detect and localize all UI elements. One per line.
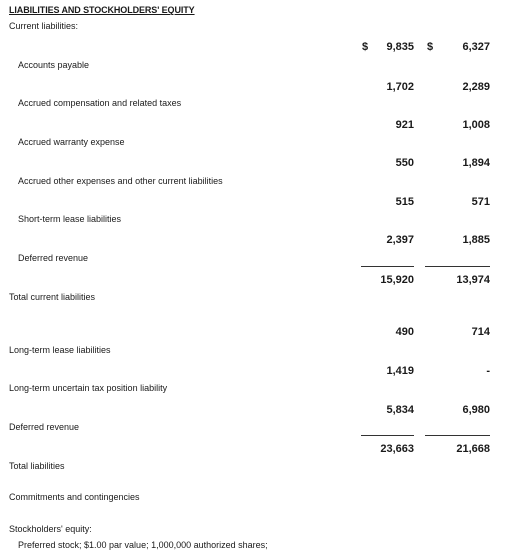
value-long-term-lease-col1: 490 (395, 326, 414, 338)
row-label-short-term-lease: Short-term lease liabilities (18, 214, 122, 224)
row-label-total-current-liabilities: Total current liabilities (9, 292, 96, 302)
value-long-term-tax-col2: - (486, 365, 490, 377)
value-total-liabilities-col2: 21,668 (456, 443, 490, 455)
row-label-accrued-warranty: Accrued warranty expense (18, 137, 125, 147)
row-label-total-liabilities: Total liabilities (9, 461, 65, 471)
currency-symbol-col1: $ (362, 41, 369, 53)
value-total-current-liabilities-col1: 15,920 (380, 274, 414, 286)
value-deferred-revenue-current-col1: 2,397 (386, 234, 414, 246)
subtotal-rule-current-col1 (361, 266, 414, 267)
value-accrued-other-col2: 1,894 (462, 157, 490, 169)
value-accrued-warranty-col2: 1,008 (462, 119, 490, 131)
value-long-term-tax-col1: 1,419 (386, 365, 414, 377)
row-label-deferred-revenue-current: Deferred revenue (18, 253, 89, 263)
subtotal-rule-total-col2 (425, 435, 490, 436)
preferred-stock-label: Preferred stock; $1.00 par value; 1,000,000 authorized shares; (18, 540, 268, 550)
value-deferred-revenue-current-col2: 1,885 (462, 234, 490, 246)
row-label-long-term-tax: Long-term uncertain tax position liability (9, 383, 168, 393)
value-total-liabilities-col1: 23,663 (380, 443, 414, 455)
commitments-label: Commitments and contingencies (9, 492, 140, 502)
currency-symbol-col2: $ (427, 41, 434, 53)
value-accrued-warranty-col1: 921 (395, 119, 414, 131)
value-short-term-lease-col2: 571 (471, 196, 490, 208)
value-total-current-liabilities-col2: 13,974 (456, 274, 490, 286)
value-accrued-compensation-col2: 2,289 (462, 81, 490, 93)
row-label-long-term-lease: Long-term lease liabilities (9, 345, 111, 355)
row-label-accounts-payable: Accounts payable (18, 60, 90, 70)
value-accounts-payable-col1: 9,835 (386, 41, 414, 53)
row-label-accrued-other: Accrued other expenses and other current liabilities (18, 176, 223, 186)
row-label-accrued-compensation: Accrued compensation and related taxes (18, 98, 182, 108)
value-long-term-lease-col2: 714 (471, 326, 490, 338)
section-heading: LIABILITIES AND STOCKHOLDERS' EQUITY (9, 5, 195, 15)
subtotal-rule-total-col1 (361, 435, 414, 436)
subtotal-rule-current-col2 (425, 266, 490, 267)
value-deferred-revenue-long-term-col2: 6,980 (462, 404, 490, 416)
value-accrued-other-col1: 550 (395, 157, 414, 169)
value-accrued-compensation-col1: 1,702 (386, 81, 414, 93)
row-label-deferred-revenue-long-term: Deferred revenue (9, 422, 80, 432)
value-deferred-revenue-long-term-col1: 5,834 (386, 404, 414, 416)
current-liabilities-label: Current liabilities: (9, 21, 79, 31)
value-accounts-payable-col2: 6,327 (462, 41, 490, 53)
stockholders-equity-label: Stockholders' equity: (9, 524, 92, 534)
value-short-term-lease-col1: 515 (395, 196, 414, 208)
